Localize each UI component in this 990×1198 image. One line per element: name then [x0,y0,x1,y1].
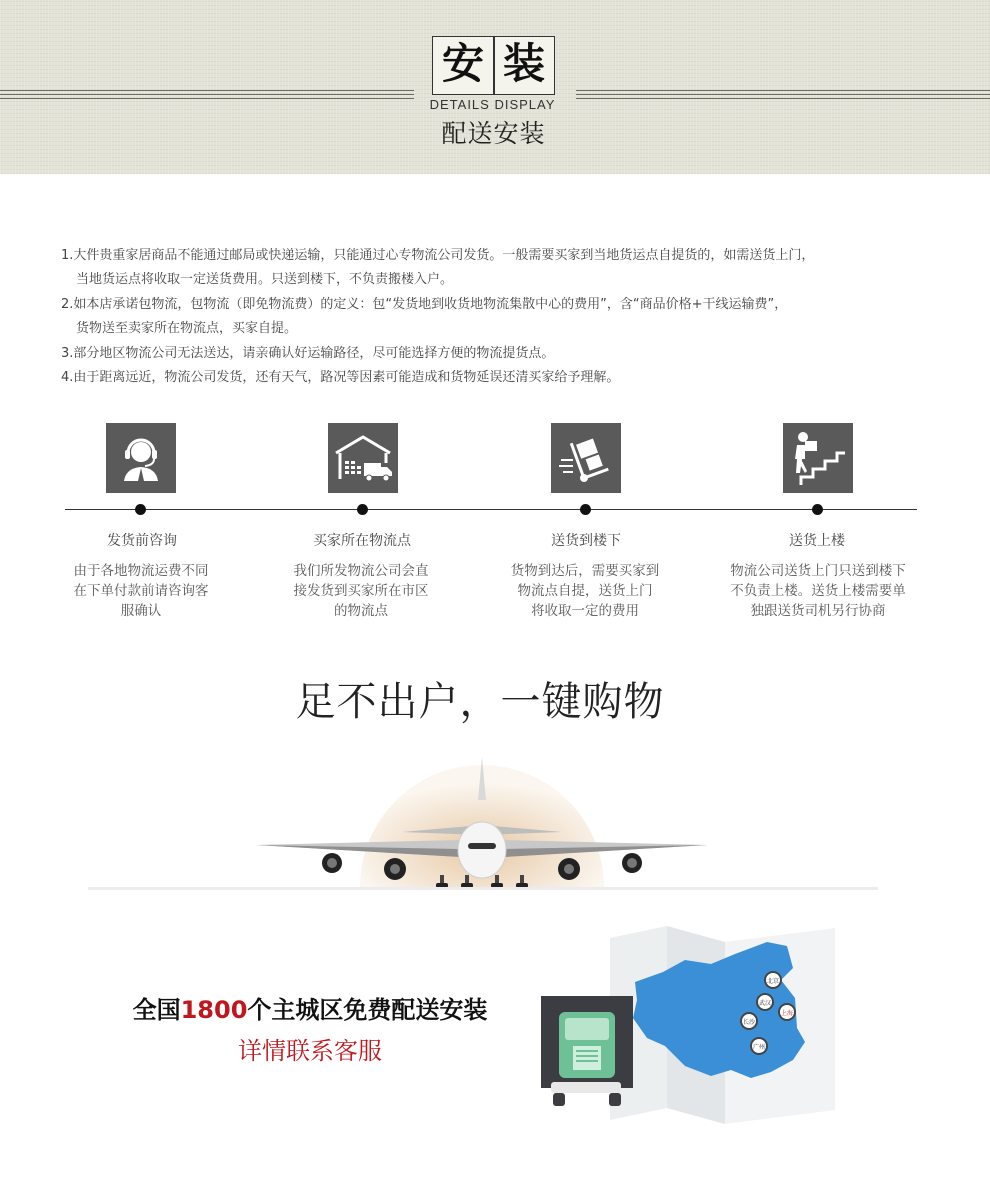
step-description [718,561,918,621]
timeline-dot [580,504,591,515]
svg-text:长沙: 长沙 [742,1019,756,1026]
step-desc-line: 我们所发物流公司会直 [293,563,429,579]
banner-rule-right-2 [576,94,990,95]
contact-service-link[interactable]: 详情联系客服 [238,1037,382,1065]
step-desc-line: 由于各地物流运费不同 [73,563,209,579]
timeline-dot [135,504,146,515]
section-subtitle-en: DETAILS DISPLAY [429,97,556,112]
step-desc-line: 将收取一定的费用 [531,603,639,619]
step-desc-line: 货物到达后，需要买家到 [510,563,660,579]
process-timeline [65,509,917,510]
step-desc-line: 物流公司送货上门只送到楼下 [730,563,906,579]
svg-text:广州: 广州 [752,1044,766,1051]
step-desc-line: 服确认 [120,603,162,619]
map-pin [779,1004,795,1020]
rule-line: 2.如本店承诺包物流，包物流（即免物流费）的定义：包“发货地到收货地物流集散中心的费用”，含“商品价格+干线运输费”， [61,296,788,312]
promo-highlight-number: 1800 [180,996,248,1024]
step-desc-line: 的物流点 [334,603,388,619]
step-desc-line: 在下单付款前请咨询客 [73,583,209,599]
rule-line: 货物送至卖家所在物流点，买家自提。 [76,321,298,337]
runway-line [88,887,878,890]
step-desc-line: 独跟送货司机另行协商 [750,603,886,619]
rule-line: 1.大件贵重家居商品不能通过邮局或快递运输，只能通过心专物流公司发货。一般需要买家到当地货运点自提货的，如需送货上门， [61,248,815,263]
step-desc-line: 物流点自提，送货上门 [517,583,653,599]
banner-rule-right-1 [576,90,990,91]
rule-line: 4.由于距离远近，物流公司发货，还有天气，路况等因素可能造成和货物延误还清买家给予理解。 [61,370,620,386]
step-description [56,561,226,621]
step-description [276,561,446,621]
warehouse-truck-icon [328,423,398,493]
svg-text:北京: 北京 [766,978,780,985]
step-description [500,561,670,621]
step-title: 送货上楼 [789,533,845,549]
section-title-char-1: 安 [441,39,484,88]
airplane-illustration [240,745,740,894]
stairs-delivery-icon [783,423,853,493]
rule-line: 3.部分地区物流公司无法送达，请亲确认好运输路径，尽可能选择方便的物流提货点。 [61,345,555,361]
promo-suffix: 个主城区免费配送安装 [247,996,488,1024]
svg-text:上海: 上海 [780,1010,794,1017]
promo-prefix: 全国 [132,996,181,1024]
banner-rule-left-3 [0,98,414,99]
step-desc-line: 接发货到买家所在市区 [293,583,429,599]
map-pin [741,1013,757,1029]
header-banner [0,0,990,174]
svg-text:武汉: 武汉 [758,1000,772,1007]
promo-headline [110,990,510,1025]
step-title: 买家所在物流点 [313,533,411,549]
step-title: 送货到楼下 [551,533,621,549]
section-subtitle-zh: 配送安装 [441,119,546,148]
banner-rule-left-1 [0,90,414,91]
banner-rule-left-2 [0,94,414,95]
timeline-dot [357,504,368,515]
timeline-dot [812,504,823,515]
section-title-box [432,36,555,95]
customer-service-icon [106,423,176,493]
section-title-char-2: 装 [502,39,545,88]
step-title: 发货前咨询 [107,533,177,549]
hand-truck-icon [551,423,621,493]
china-map-truck-illustration [535,920,840,1129]
banner-rule-right-3 [576,98,990,99]
map-pin [751,1038,767,1054]
map-pin [765,972,781,988]
step-desc-line: 不负责上楼。送货上楼需要单 [730,583,906,599]
map-pin [757,994,773,1010]
rule-line: 当地货运点将收取一定送货费用。只送到楼下，不负责搬楼入户。 [76,272,454,288]
slogan: 足不出户，一键购物 [295,679,665,725]
shipping-rules [61,244,941,390]
